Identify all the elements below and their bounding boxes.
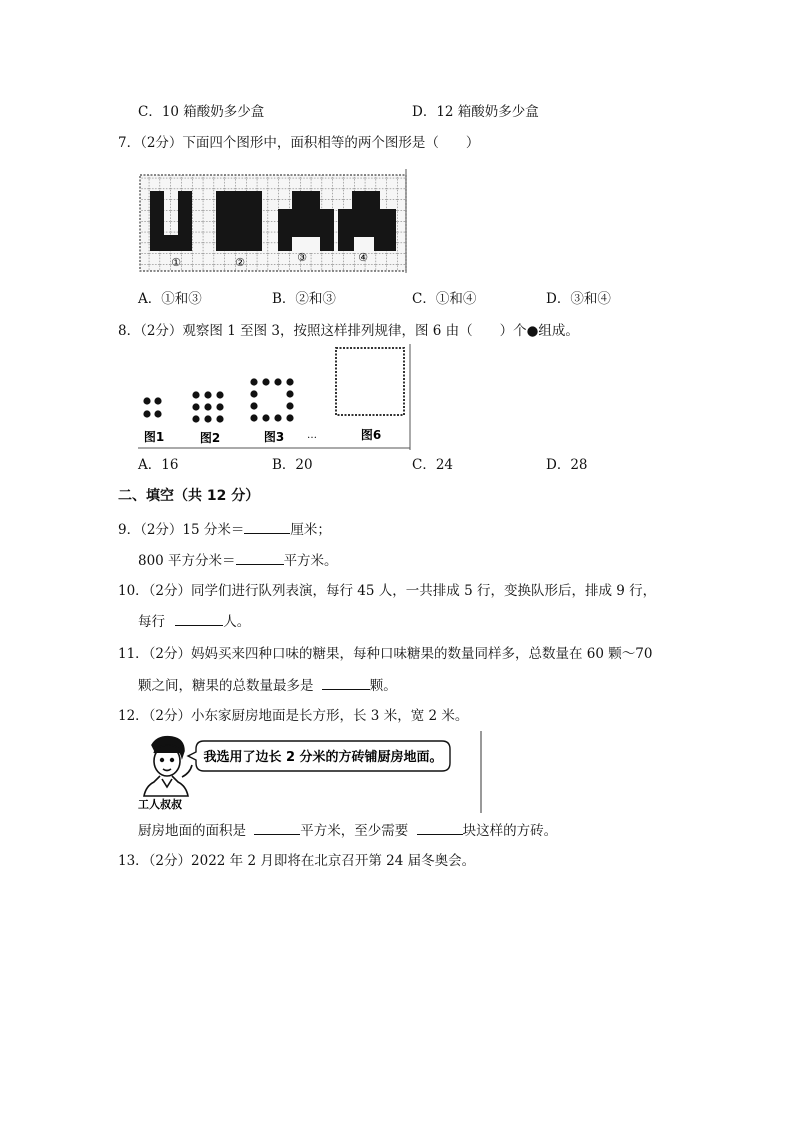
worker-illustration	[144, 737, 192, 796]
q10-blank	[175, 611, 223, 626]
q9-blank-2	[236, 550, 284, 565]
fig6-box	[336, 348, 404, 415]
q7-figure	[138, 167, 408, 273]
q12-figure	[138, 731, 484, 813]
q9-line2	[138, 550, 338, 571]
section-title: 二、填空（共 12 分）	[118, 488, 260, 504]
q12-stem: 12．（2分）小东家厨房地面是长方形，长 3 米，宽 2 米。	[118, 708, 469, 724]
shape-label-3: ③	[297, 251, 307, 264]
q8-option-d: D．28	[546, 457, 588, 473]
shape-2	[216, 191, 262, 251]
fig-ellipsis: …	[307, 430, 317, 441]
speech-text: 我选用了边长 2 分米的方砖铺厨房地面。	[203, 750, 443, 765]
q13-stem: 13．（2分）2022 年 2 月即将在北京召开第 24 届冬奥会。	[118, 853, 476, 869]
q11-blank	[322, 675, 370, 690]
q10-line1: 10．（2分）同学们进行队列表演，每行 45 人，一共排成 5 行，变换队形后，排成 9 行，	[118, 583, 657, 599]
q9-text-c: 800 平方分米＝	[138, 553, 236, 569]
shape-label-2: ②	[235, 256, 245, 269]
q6-option-c: C．10 箱酸奶多少盒	[138, 104, 265, 120]
fig1-dots	[143, 397, 161, 417]
q11-line2	[138, 675, 397, 696]
q9-text-a: 9．（2分）15 分米＝	[118, 522, 245, 538]
fig2-dots	[192, 391, 223, 422]
q7-stem: 7．（2分）下面四个图形中，面积相等的两个图形是（ ）	[118, 135, 480, 151]
fig1-label: 图1	[143, 430, 165, 444]
q10-text-a: 每行	[138, 614, 170, 630]
fig2-label: 图2	[199, 431, 221, 445]
q7-option-c: C．①和④	[412, 291, 477, 307]
q10-line2	[138, 611, 250, 632]
q10-text-b: 人。	[223, 614, 251, 630]
fig3-dots	[250, 378, 293, 421]
q7-option-a: A．①和③	[138, 291, 202, 307]
q9-text-b: 厘米；	[290, 522, 331, 538]
q6-option-d: D．12 箱酸奶多少盒	[412, 104, 539, 120]
q8-option-c: C．24	[412, 457, 454, 473]
q11-line1: 11．（2分）妈妈买来四种口味的糖果，每种口味糖果的数量同样多，总数量在 60 颗～70	[118, 646, 653, 662]
shape-label-4: ④	[358, 251, 368, 264]
q12-text-c: 块这样的方砖。	[462, 823, 558, 839]
worker-caption: 工人叔叔	[138, 798, 182, 811]
shape-label-1: ①	[171, 256, 181, 269]
q8-option-b: B．20	[272, 457, 313, 473]
q12-blank-1	[254, 820, 300, 835]
q9-blank-1	[244, 519, 290, 534]
q8-figure	[138, 344, 413, 452]
q8-option-a: A．16	[138, 457, 179, 473]
q9-line1	[118, 519, 331, 540]
q7-option-b: B．②和③	[272, 291, 336, 307]
q12-line2	[138, 820, 557, 841]
q11-text-a: 颗之间，糖果的总数量最多是	[138, 678, 318, 694]
q12-text-a: 厨房地面的面积是	[138, 823, 251, 839]
q12-text-b: 平方米，至少需要	[300, 823, 413, 839]
q8-stem: 8．（2分）观察图 1 至图 3，按照这样排列规律，图 6 由（ ）个●组成。	[118, 323, 579, 339]
q12-blank-2	[417, 820, 463, 835]
q11-text-b: 颗。	[369, 678, 397, 694]
fig3-label: 图3	[263, 430, 285, 444]
q9-text-d: 平方米。	[283, 553, 338, 569]
q7-option-d: D．③和④	[546, 291, 611, 307]
fig6-label: 图6	[360, 428, 382, 442]
